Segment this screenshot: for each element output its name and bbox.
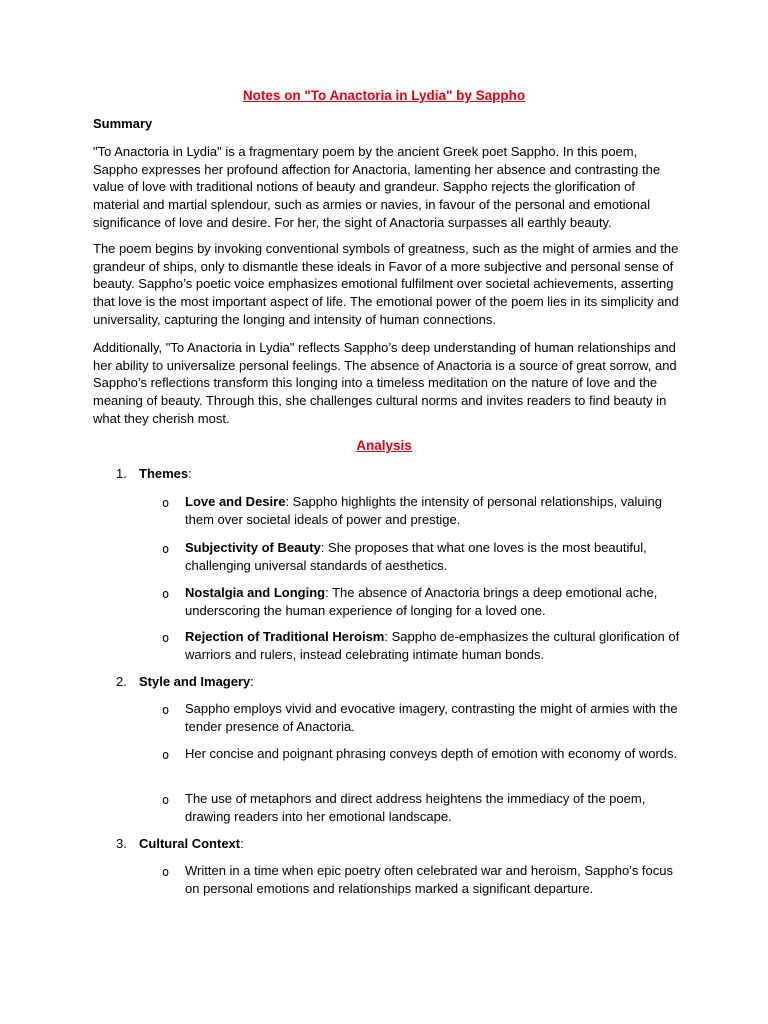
analysis-heading: Analysis <box>356 438 412 453</box>
section-number: 2. <box>116 674 127 689</box>
bullet-icon: o <box>162 703 170 717</box>
summary-heading: Summary <box>93 116 153 131</box>
list-item: Love and Desire: Sappho highlights the intensity of personal relationships, valuing them over societal ideals of power and prestige. <box>185 494 662 527</box>
section-number: 1. <box>116 466 127 481</box>
section-label-themes: Themes: <box>139 466 192 481</box>
bullet-icon: o <box>162 793 170 807</box>
section-number: 3. <box>116 836 127 851</box>
summary-paragraph-1: "To Anactoria in Lydia" is a fragmentary poem by the ancient Greek poet Sappho. In this poem, Sappho expresses her profound affection for Anactoria, lamenting her absence and contrasting the value of love with traditional notions of beauty and grandeur. Sappho rejects the glorification of material and martial splendour, such as armies or navies, in favour of the personal and emotional significance of love and desire. For her, the sight of Anactoria surpasses all earthly beauty. <box>93 144 661 230</box>
list-item: Rejection of Traditional Heroism: Sappho de-emphasizes the cultural glorification of warriors and rulers, instead celebrating intimate human bonds. <box>185 629 680 662</box>
bullet-icon: o <box>162 748 170 762</box>
list-item: Her concise and poignant phrasing conveys depth of emotion with economy of words. <box>185 746 678 761</box>
list-item: The use of metaphors and direct address heightens the immediacy of the poem, drawing readers into her emotional landscape. <box>185 791 646 824</box>
bullet-icon: o <box>162 542 170 556</box>
bullet-icon: o <box>162 865 170 879</box>
document-title: Notes on "To Anactoria in Lydia" by Sappho <box>242 88 526 103</box>
list-item: Written in a time when epic poetry often celebrated war and heroism, Sappho’s focus on personal emotions and relationships marked a significant departure. <box>185 863 674 896</box>
bullet-icon: o <box>162 631 170 645</box>
list-item: Nostalgia and Longing: The absence of Anactoria brings a deep emotional ache, underscoring the human experience of longing for a loved one. <box>185 585 658 618</box>
bullet-icon: o <box>162 587 170 601</box>
bullet-icon: o <box>162 496 170 510</box>
list-item: Sappho employs vivid and evocative imagery, contrasting the might of armies with the tender presence of Anactoria. <box>185 701 678 734</box>
summary-paragraph-3: Additionally, "To Anactoria in Lydia" reflects Sappho’s deep understanding of human relationships and her ability to universalize personal feelings. The absence of Anactoria is a source of great sorrow, and Sappho’s reflections transform this longing into a timeless meditation on the nature of love and the meaning of beauty. Through this, she challenges cultural norms and invites readers to find beauty in what they cherish most. <box>93 340 677 426</box>
section-label-style-imagery: Style and Imagery: <box>139 674 254 689</box>
summary-paragraph-2: The poem begins by invoking conventional symbols of greatness, such as the might of armies and the grandeur of ships, only to dismantle these ideals in Favor of a more subjective and personal sense of beauty. Sappho’s poetic voice emphasizes emotional fulfilment over societal achievements, asserting that love is the most important aspect of life. The emotional power of the poem lies in its simplicity and universality, capturing the longing and intensity of human connections. <box>93 241 679 327</box>
section-label-cultural-context: Cultural Context: <box>139 836 244 851</box>
list-item: Subjectivity of Beauty: She proposes that what one loves is the most beautiful, challenging universal standards of aesthetics. <box>185 540 647 573</box>
